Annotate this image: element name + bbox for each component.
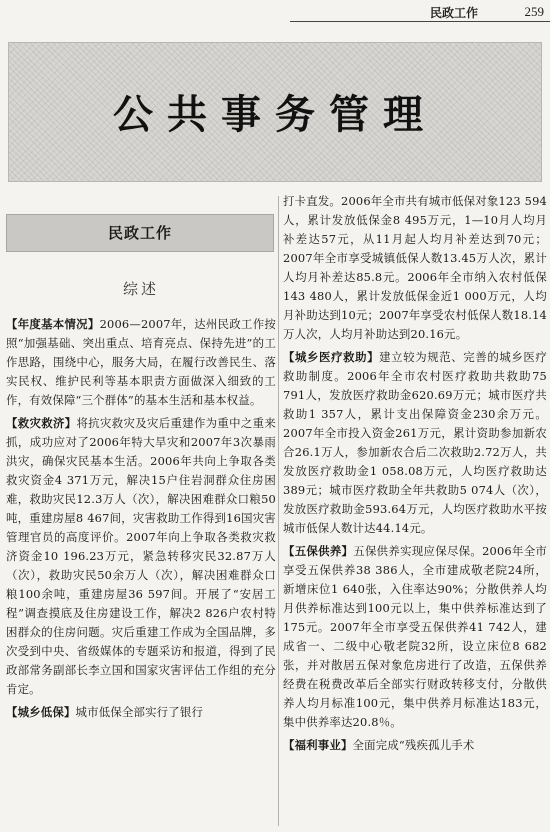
paragraph-tag: 【五保供养】 (283, 544, 354, 558)
paragraph-tag: 【城乡低保】 (6, 705, 76, 719)
right-column (283, 192, 547, 759)
paragraph-tag: 【年度基本情况】 (6, 317, 100, 331)
page-number: 259 (524, 4, 544, 19)
chapter-title: 公共事务管理 (113, 92, 437, 138)
paragraph-text: 城市低保全部实行了银行 (75, 705, 204, 719)
chapter-banner (8, 42, 542, 182)
column-divider (278, 196, 279, 826)
paragraph-minimum-living-continued (283, 192, 547, 344)
subheading: 综述 (122, 280, 159, 298)
paragraph-text: 将抗灾救灾及灾后重建作为重中之重来抓，成功应对了2006年特大旱灾和2007年3次暴雨洪灾，确保灾民基本生活。2006年共向上争取各类救灾资金4 371万元，解决15户住岩洞群众住房困难，救助灾民12.3万人（次），解决困难群众口粮50吨，重建房屋8 467间，灾害救助工作得到16国灾害管理官员的高度评价。2007年向上争取各类救灾救济资金10 196.23万元，紧急转移灾民32.87万人（次），救助灾民50余万人（次），解决困难群众口粮100余吨，重建房屋36 597间。开展了“安居工程”调查摸底及住房建设工作，解决2 826户农村特困群众的住房问题。灾后重建工作成为全国品牌，多次受到中央、省级媒体的专题采访和报道，得到了民政部常务副部长李立国和国家灾害评估工作组的充分肯定。 (6, 416, 277, 696)
paragraph-text: 建立较为规范、完善的城乡医疗救助制度。2006年全市农村医疗救助共救助75 791人，发放医疗救助金620.69万元；城市医疗共救助1 357人，累计支出保障资金230余万元。2007年全市投入资金261万元，累计资助参加新农合26.1万人，参加新农合后二次救助2.72万人，共发放医疗救助金1 058.08万元，人均医疗救助达389元；城市医疗救助全年共救助5 074人（次），发放医疗救助金593.64万元，人均医疗救助水平按城市低保人数计达44.14元。 (283, 350, 547, 535)
paragraph-annual-overview (6, 315, 276, 410)
paragraph-tag: 【福利事业】 (283, 738, 353, 752)
paragraph-text: 打卡直发。2006年全市共有城市低保对象123 594人，累计发放低保金8 495万元，1—10月人均月补差达57元，从11月起人均月补差达到70元；2007年全市享受城镇低保人数13.45万人次，累计人均月补差达85.8元。2006年全市纳入农村低保143 480人，累计发放低保金近1 000万元，人均月补助达到10元；2007年享受农村低保人数18.14万人次，人均月补助达到20.16元。 (283, 194, 547, 341)
paragraph-tag: 【城乡医疗救助】 (283, 350, 380, 364)
paragraph-welfare (283, 736, 547, 755)
paragraph-five-guarantees (283, 542, 547, 732)
section-title: 民政工作 (107, 224, 172, 242)
paragraph-text: 2006—2007年，达州民政工作按照“加强基础、突出重点、培育亮点、保持先进”的工作思路，围绕中心，服务大局，在履行改善民生、落实民权、维护民利等基本职责方面做深入细致的工作，有效保障“三个群体”的基本生活和基本权益。 (6, 317, 277, 407)
paragraph-text: 全面完成“残疾孤儿手术 (352, 738, 475, 752)
paragraph-minimum-living (6, 703, 276, 722)
paragraph-disaster-relief (6, 414, 276, 699)
paragraph-medical-aid (283, 348, 547, 538)
paragraph-text: 五保供养实现应保尽保。2006年全市享受五保供养38 386人，全市建成敬老院24所，新增床位1 640张，入住率达90%；分散供养人均月供养标准达到100元以上，集中供养标准达到了175元。2007年全市享受五保供养41 742人，建成省一、二级中心敬老院32所，设立床位8 682张，并对散居五保对象危房进行了改造，五保供养经费在税费改革后全部实行财政转移支付，分散供养人均月标准100元，集中供养月标准达183元，集中供养率达20.8％。 (283, 544, 547, 729)
left-column (6, 200, 276, 726)
paragraph-tag: 【救灾救济】 (6, 416, 77, 430)
header-rule (290, 21, 550, 22)
running-head-section: 民政工作 (429, 6, 478, 20)
running-head (0, 0, 550, 22)
section-title-box (6, 214, 274, 252)
